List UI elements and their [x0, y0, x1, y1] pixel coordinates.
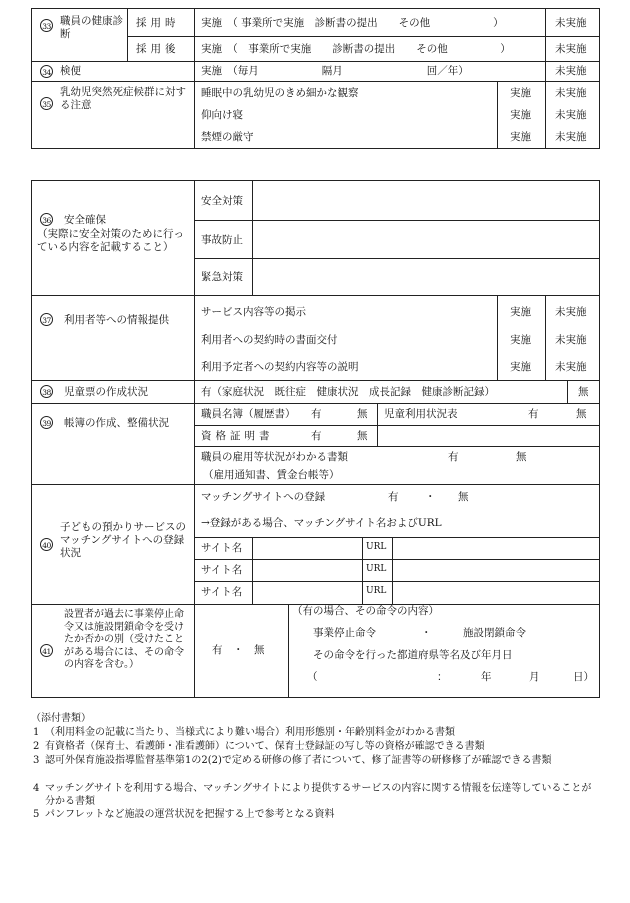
order-dot: ・: [421, 627, 432, 639]
safety-item-1: 安全対策: [201, 195, 243, 207]
item-34-title: 検便: [60, 65, 81, 77]
item-33-status-2: 未実施: [555, 43, 587, 55]
ledger-staff-list-yes: 有: [311, 408, 322, 420]
attachment-4-num: 4: [33, 783, 40, 794]
attachment-2-num: 2: [33, 741, 40, 752]
item-36-title: 安全確保: [64, 214, 106, 226]
ledger-child-usage: 児童利用状況表: [384, 408, 458, 420]
order-business-stop: 事業停止命令: [313, 627, 376, 639]
attachment-4-text: マッチングサイトを利用する場合、マッチングサイトにより提供するサービスの内容に関する情報を伝達等していることが分かる書類: [45, 783, 592, 807]
attachment-1-num: 1: [33, 727, 40, 738]
ledger-employment-yes: 有: [448, 451, 459, 463]
item-number-36: 36: [40, 213, 53, 226]
item-38-content: 有（家庭状況 既往症 健康状況 成長記録 健康診断記録）: [201, 386, 495, 398]
ledger-child-usage-no: 無: [576, 408, 587, 420]
item-37-text-3: 利用予定者への契約内容等の説明: [201, 361, 359, 373]
ledger-staff-list: 職員名簿（履歴書）: [201, 408, 296, 420]
site-name-label-3: サイト名: [201, 586, 243, 598]
order-paren-open: （: [307, 671, 318, 683]
item-33-content-1: 実施 （ 事業所で実施 診断書の提出 その他 ）: [201, 17, 504, 29]
matching-reg-yes: 有: [388, 491, 399, 503]
item-number-41: 41: [40, 644, 53, 657]
matching-arrow-text: →登録がある場合、マッチングサイト名およびURL: [201, 517, 442, 529]
item-37-status-3: 未実施: [555, 361, 587, 373]
item-33-content-2: 実施 （ 事業所で実施 診断書の提出 その他 ）: [201, 43, 511, 55]
item-35-done-3: 実施: [510, 131, 531, 143]
item-37-done-1: 実施: [510, 306, 531, 318]
safety-item-2: 事故防止: [201, 234, 243, 246]
attachment-1-text: （利用料金の記載に当たり、当様式により難い場合）利用形態別・年齢別料金がわかる書類: [45, 727, 455, 738]
item-35-text-1: 睡眠中の乳幼児のきめ細かな観察: [201, 87, 359, 99]
item-37-status-2: 未実施: [555, 334, 587, 346]
item-number-35: 35: [40, 97, 53, 110]
item-37-text-2: 利用者への契約時の書面交付: [201, 334, 338, 346]
item-34-status: 未実施: [555, 65, 587, 77]
order-colon: ：: [437, 671, 448, 683]
order-prefecture: その命令を行った都道府県等名及び年月日: [313, 649, 513, 661]
item-33-label: [40, 19, 53, 32]
attachment-5-num: 5: [33, 809, 40, 820]
ledger-qualification-no: 無: [357, 430, 368, 442]
order-facility-close: 施設閉鎖命令: [463, 627, 526, 639]
attachment-5-text: パンフレットなど施設の運営状況を把握する上で参考となる資料: [45, 809, 335, 820]
item-39-title: 帳簿の作成、整備状況: [64, 417, 169, 429]
item-33-sub-1: 採用時: [136, 17, 180, 29]
item-35-status-2: 未実施: [555, 109, 587, 121]
safety-item-3: 緊急対策: [201, 271, 243, 283]
item-37-text-1: サービス内容等の掲示: [201, 306, 306, 318]
attachment-3-num: 3: [33, 755, 40, 766]
ledger-qualification: 資格証明書: [201, 430, 274, 442]
item-35-done-1: 実施: [510, 87, 531, 99]
item-number-39: 39: [40, 416, 53, 429]
item-37-done-2: 実施: [510, 334, 531, 346]
item-37-status-1: 未実施: [555, 306, 587, 318]
item-36-note: （実際に安全対策のために行っている内容を記載すること）: [37, 228, 184, 253]
ledger-qualification-yes: 有: [311, 430, 322, 442]
item-33-title: 職員の健康診断: [60, 15, 123, 40]
attachment-2-text: 有資格者（保育士、看護師・准看護師）について、保育士登録証の写し等の資格が確認できる書類: [45, 741, 485, 752]
item-41-title: 設置者が過去に事業停止命令又は施設閉鎖命令を受けたか否かの別（受けたことがある場合には、その命令の内容を含む。）: [64, 609, 184, 670]
item-33-sub-2: 採用後: [136, 43, 180, 55]
item-37-done-3: 実施: [510, 361, 531, 373]
item-number-33: 33: [40, 19, 53, 32]
item-number-38: 38: [40, 385, 53, 398]
item-number-34: 34: [40, 65, 53, 78]
attachment-3-text: 認可外保育施設指導監督基準第1の2(2)で定める研修の修了者について、修了証書等の研修修了が確認できる書類: [45, 755, 552, 766]
order-yes-no: 有 ・ 無: [212, 644, 265, 656]
ledger-employment: 職員の雇用等状況がわかる書類: [201, 451, 348, 463]
ledger-employment-no: 無: [516, 451, 527, 463]
item-38-status: 無: [578, 386, 589, 398]
order-month: 月: [529, 671, 540, 683]
site-url-label-3: URL: [366, 586, 387, 596]
item-35-status-1: 未実施: [555, 87, 587, 99]
matching-reg-dot: ・: [425, 491, 436, 503]
item-number-40: 40: [40, 538, 53, 551]
item-37-title: 利用者等への情報提供: [64, 314, 169, 326]
ledger-child-usage-yes: 有: [528, 408, 539, 420]
site-name-label-1: サイト名: [201, 542, 243, 554]
matching-reg-no: 無: [458, 491, 469, 503]
attachments-title: （添付書類）: [31, 713, 91, 724]
item-35-status-3: 未実施: [555, 131, 587, 143]
ledger-employment-note: （雇用通知書、賃金台帳等）: [203, 469, 340, 481]
item-35-text-2: 仰向け寝: [201, 109, 243, 121]
site-url-label-2: URL: [366, 564, 387, 574]
order-detail-head: （有の場合、その命令の内容）: [292, 605, 439, 617]
item-35-text-3: 禁煙の厳守: [201, 131, 254, 143]
item-38-title: 児童票の作成状況: [64, 386, 148, 398]
site-url-label-1: URL: [366, 542, 387, 552]
item-35-title: 乳幼児突然死症候群に対する注意: [60, 86, 186, 111]
item-number-37: 37: [40, 313, 53, 326]
item-40-title: 子どもの預かりサービスのマッチングサイトへの登録状況: [60, 521, 186, 559]
item-33-status-1: 未実施: [555, 17, 587, 29]
item-35-done-2: 実施: [510, 109, 531, 121]
item-34-content: 実施 （毎月 隔月 回／年）: [201, 65, 469, 77]
ledger-staff-list-no: 無: [357, 408, 368, 420]
site-name-label-2: サイト名: [201, 564, 243, 576]
order-day: 日）: [573, 671, 594, 683]
matching-reg-label: マッチングサイトへの登録: [201, 491, 326, 503]
order-year: 年: [481, 671, 492, 683]
